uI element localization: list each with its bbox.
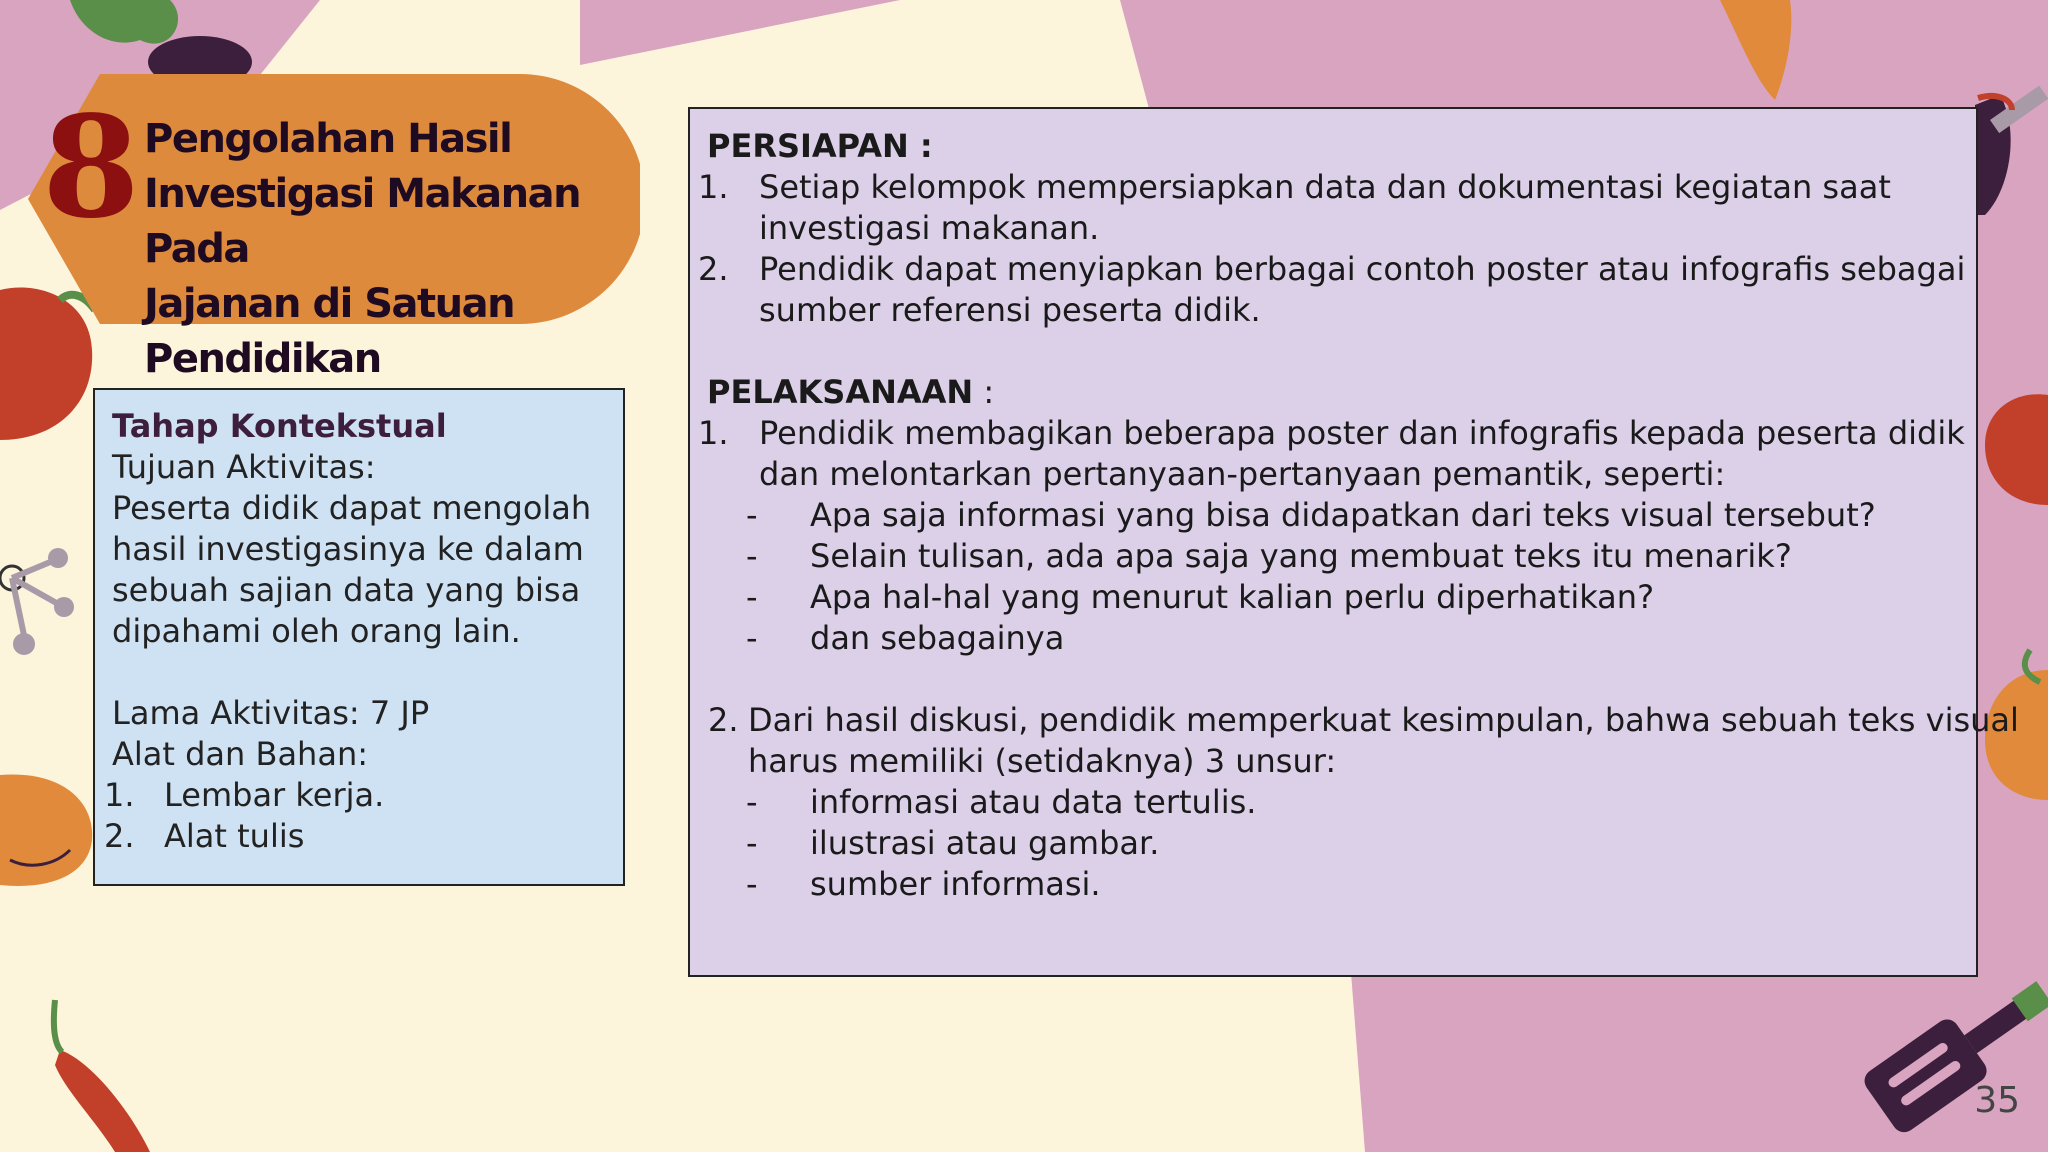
element-bullet: ilustrasi atau gambar. xyxy=(810,824,1160,862)
slide-title-line: Pengolahan Hasil xyxy=(144,116,512,162)
pelaksanaan-item-line: Dari hasil diskusi, pendidik memperkuat kesimpulan, bahwa sebuah teks visual xyxy=(748,701,2019,739)
material-item xyxy=(104,816,604,857)
goal-label: Tujuan Aktivitas: xyxy=(112,448,376,486)
goal-line: sebuah sajian data yang bisa xyxy=(112,571,581,609)
pelaksanaan-item-number: 1. xyxy=(698,414,729,452)
material-text: Alat tulis xyxy=(164,817,305,855)
bullet-marker: - xyxy=(746,496,758,534)
chapter-number: 8 xyxy=(42,86,140,250)
bullet-marker: - xyxy=(746,824,758,862)
element-bullet: informasi atau data tertulis. xyxy=(810,783,1257,821)
question-bullet: Apa saja informasi yang bisa didapatkan dari teks visual tersebut? xyxy=(810,496,1876,534)
question-bullet: dan sebagainya xyxy=(810,619,1065,657)
persiapan-item-number: 1. xyxy=(698,168,729,206)
goal-line: Peserta didik dapat mengolah xyxy=(112,489,592,527)
material-text: Lembar kerja. xyxy=(164,776,385,814)
pelaksanaan-item-line: harus memiliki (setidaknya) 3 unsur: xyxy=(748,742,1337,780)
slide-title-line: Investigasi Makanan Pada xyxy=(144,171,581,272)
bullet-marker: - xyxy=(746,619,758,657)
bullet-marker: - xyxy=(746,578,758,616)
question-bullet: Selain tulisan, ada apa saja yang membuat teks itu menarik? xyxy=(810,537,1792,575)
material-number: 1. xyxy=(104,776,135,814)
slide-title-line: Pendidikan xyxy=(144,336,381,382)
element-bullet: sumber informasi. xyxy=(810,865,1101,903)
persiapan-item-line: sumber referensi peserta didik. xyxy=(759,291,1261,329)
pelaksanaan-heading-colon: : xyxy=(973,373,995,411)
pelaksanaan-item-line: Pendidik membagikan beberapa poster dan infografis kepada peserta didik xyxy=(759,414,1965,452)
pelaksanaan-heading-row xyxy=(707,372,994,413)
material-number: 2. xyxy=(104,817,135,855)
materials-label: Alat dan Bahan: xyxy=(112,735,368,773)
question-bullet: Apa hal-hal yang menurut kalian perlu diperhatikan? xyxy=(810,578,1655,616)
material-item xyxy=(104,775,604,816)
persiapan-heading: PERSIAPAN : xyxy=(707,127,933,165)
pelaksanaan-item-line: dan melontarkan pertanyaan-pertanyaan pemantik, seperti: xyxy=(759,455,1726,493)
persiapan-item-line: Pendidik dapat menyiapkan berbagai contoh poster atau infografis sebagai xyxy=(759,250,1966,288)
persiapan-item-line: Setiap kelompok mempersiapkan data dan dokumentasi kegiatan saat xyxy=(759,168,1891,206)
slide-title xyxy=(144,112,614,387)
duration-text: Lama Aktivitas: 7 JP xyxy=(112,694,430,732)
pelaksanaan-item-number: 2. xyxy=(708,701,739,739)
bullet-marker: - xyxy=(746,865,758,903)
context-heading: Tahap Kontekstual xyxy=(112,407,447,445)
persiapan-item-number: 2. xyxy=(698,250,729,288)
slide-title-line: Jajanan di Satuan xyxy=(144,281,515,327)
goal-line: hasil investigasinya ke dalam xyxy=(112,530,584,568)
bullet-marker: - xyxy=(746,783,758,821)
pelaksanaan-heading: PELAKSANAAN xyxy=(707,373,974,411)
goal-line: dipahami oleh orang lain. xyxy=(112,612,521,650)
page-number: 35 xyxy=(1974,1080,2020,1121)
bullet-marker: - xyxy=(746,537,758,575)
persiapan-item-line: investigasi makanan. xyxy=(759,209,1100,247)
context-text xyxy=(112,406,612,775)
